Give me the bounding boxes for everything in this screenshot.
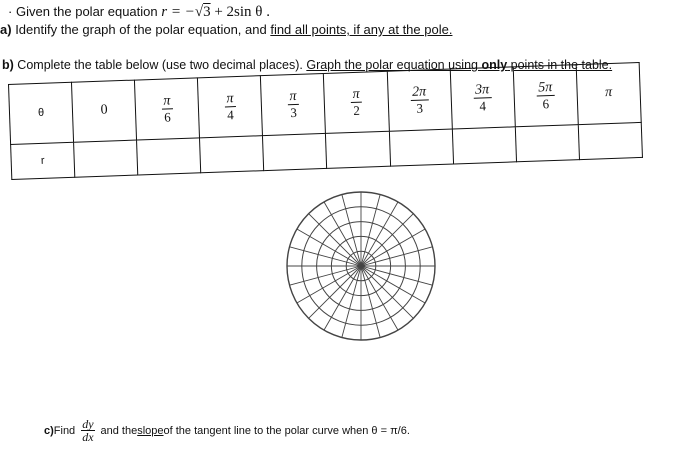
theta-den: 6 [542, 96, 550, 112]
theta-header: θ [9, 82, 74, 144]
r-cell[interactable] [389, 129, 453, 167]
polar-equation: r = −√3 + 2sin θ . [161, 4, 270, 20]
theta-den: 2 [353, 103, 361, 119]
r-cell[interactable] [263, 133, 327, 171]
r-cell[interactable] [74, 140, 138, 178]
part-a-text: Identify the graph of the polar equation, and [15, 22, 271, 37]
r-cell[interactable] [326, 131, 390, 169]
theta-den: 4 [479, 98, 487, 114]
theta-den: 3 [290, 105, 298, 121]
theta-fraction [410, 86, 429, 116]
question-intro [8, 4, 270, 21]
r-cell[interactable] [515, 124, 579, 162]
theta-cell [198, 76, 263, 138]
r-header: r [11, 142, 75, 180]
intro-text: Given the polar equation [15, 4, 162, 19]
derivative-fraction [81, 418, 94, 443]
theta-fraction [224, 92, 236, 121]
part-c-label: c) [44, 424, 54, 437]
theta-cell [135, 78, 200, 140]
part-a [0, 22, 452, 37]
theta-num: π [287, 90, 299, 105]
part-a-label: a) [0, 22, 12, 37]
part-b-underlined-2: points in the table. [507, 58, 613, 72]
sqrt-symbol: √ [194, 4, 204, 20]
bullet: · [8, 4, 13, 19]
theta-cell [387, 69, 452, 131]
polar-grid [283, 188, 439, 344]
r-cell[interactable] [137, 137, 201, 175]
r-cell[interactable] [578, 122, 642, 160]
theta-cell [72, 80, 137, 142]
theta-fraction [473, 83, 492, 113]
theta-value: π [604, 85, 613, 101]
part-a-underlined: find all points, if any at the pole. [270, 22, 453, 37]
theta-cell [450, 67, 515, 129]
part-b-bold-only: only [481, 58, 508, 72]
theta-num: 3π [473, 83, 492, 99]
polar-table [8, 62, 643, 180]
polar-table-grid [8, 62, 643, 180]
theta-num: 2π [410, 86, 429, 102]
part-c-text-and: and the [100, 424, 138, 437]
theta-num: π [224, 92, 236, 107]
deriv-den: dx [82, 430, 94, 444]
theta-fraction [536, 81, 555, 111]
theta-fraction [161, 95, 173, 124]
part-c-slope: slope [137, 424, 164, 437]
part-b-label: b) [2, 58, 14, 72]
part-c-text-before: Find [53, 424, 76, 437]
theta-den: 6 [163, 109, 171, 125]
theta-fraction [350, 88, 362, 117]
theta-cell [576, 62, 641, 124]
theta-num: π [350, 88, 362, 103]
theta-num: 5π [536, 81, 555, 97]
theta-cell [513, 65, 578, 127]
r-cell[interactable] [452, 126, 516, 164]
theta-cell [324, 71, 389, 133]
theta-value: 0 [100, 102, 108, 119]
part-b-text: Complete the table below (use two decimal places). [17, 58, 307, 72]
part-c [44, 418, 410, 443]
part-b-underlined-1: Graph the polar equation using [306, 58, 482, 72]
deriv-num: dy [82, 417, 94, 431]
theta-num: π [161, 95, 173, 110]
theta-fraction [287, 90, 299, 119]
part-c-text-after: of the tangent line to the polar curve when θ = π/6. [163, 424, 410, 437]
r-cell[interactable] [200, 135, 264, 173]
theta-den: 3 [416, 100, 424, 117]
theta-den: 4 [227, 107, 235, 123]
theta-cell [261, 73, 326, 135]
